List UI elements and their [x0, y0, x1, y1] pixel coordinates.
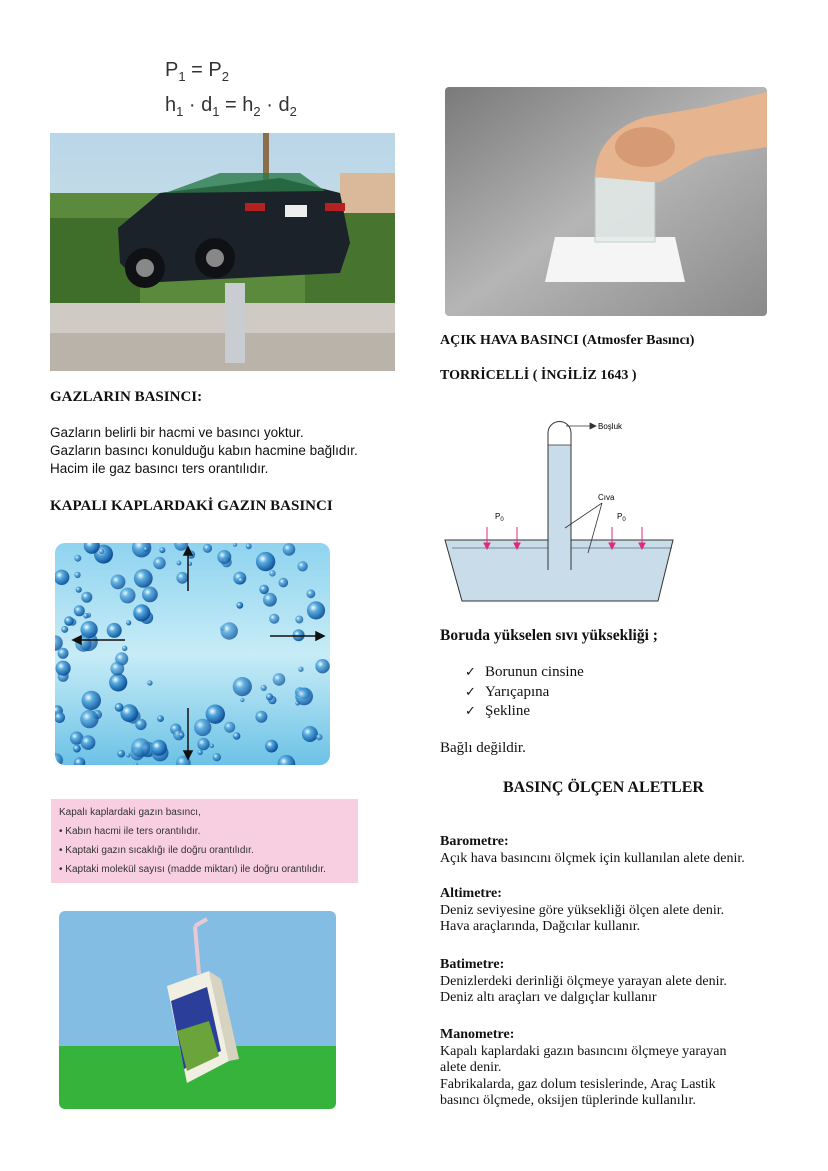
gases-heading: GAZLARIN BASINCI:	[50, 389, 203, 405]
gas-molecule	[259, 585, 269, 595]
gas-molecule	[120, 588, 136, 604]
gas-molecule	[122, 646, 127, 651]
check-icon: ✓	[465, 684, 476, 700]
gas-molecule	[279, 578, 289, 588]
gas-molecule	[147, 680, 152, 685]
gas-molecule	[269, 614, 279, 624]
instrument-manometre: Manometre: Kapalı kaplardaki gazın basıncını ölçmeye yarayan alete denir. Fabrikalarda, gaz dolum tesislerinde, Araç Lastik basıncı ölçmede, oksijen tüplerinde kullanılır.	[440, 1027, 727, 1108]
check-item: ✓ Yarıçapına	[465, 683, 584, 703]
gas-molecule	[297, 561, 307, 571]
gas-molecule	[238, 577, 245, 584]
gas-molecule	[265, 740, 278, 753]
instrument-name: Altimetre:	[440, 886, 502, 901]
gas-molecule	[302, 726, 318, 742]
gas-molecules-image	[55, 543, 330, 765]
gases-text	[50, 424, 358, 478]
gas-molecule	[197, 738, 209, 750]
label-p0-right: $P_0$	[617, 512, 626, 523]
gas-molecule	[233, 732, 241, 740]
box-item: • Kabın hacmi ile ters orantılıdır.	[59, 826, 201, 837]
gas-molecule	[224, 722, 235, 733]
check-icon: ✓	[465, 665, 476, 680]
gas-molecule	[81, 592, 92, 603]
torricelli-heading: TORRİCELLİ ( İNGİLİZ 1643 )	[440, 368, 637, 383]
gas-molecule	[135, 719, 146, 730]
gas-molecule	[246, 543, 252, 549]
gas-molecule	[157, 715, 164, 722]
gas-molecule	[240, 698, 244, 702]
instrument-name: Manometre:	[440, 1027, 515, 1042]
box-item: • Kaptaki molekül sayısı (madde miktarı) ile doğru orantılıdır.	[59, 864, 326, 875]
torricelli-diagram	[440, 405, 680, 605]
closed-gas-properties-box	[51, 799, 358, 883]
tube-conclusion: Bağlı değildir.	[440, 740, 526, 756]
gas-molecule	[177, 561, 182, 566]
gas-molecule	[133, 604, 150, 621]
gas-molecule	[74, 555, 81, 562]
box-item: • Kaptaki gazın sıcaklığı ile doğru orantılıdır.	[59, 845, 254, 856]
pascal-formula	[165, 56, 297, 126]
gas-molecule	[159, 547, 165, 553]
tube-factors-list	[465, 663, 584, 722]
gas-molecule	[266, 693, 273, 700]
instrument-name: Batimetre:	[440, 957, 505, 972]
gas-molecule	[126, 753, 130, 757]
gas-molecule	[111, 575, 126, 590]
gas-molecule	[295, 688, 313, 706]
atm-heading: AÇIK HAVA BASINCI (Atmosfer Basıncı)	[440, 333, 695, 348]
juice-box-photo	[59, 911, 336, 1109]
gas-molecule	[210, 744, 214, 748]
gas-molecule	[99, 549, 104, 554]
gas-molecule	[81, 735, 96, 750]
formula-line-2: $h_1 \cdot d_1 = h_2 \cdot d_2$	[165, 94, 297, 119]
gas-molecule	[273, 673, 286, 686]
gas-molecule	[115, 703, 124, 712]
label-bosluk: Boşluk	[598, 422, 623, 431]
gas-molecule	[198, 750, 203, 755]
gas-molecule	[176, 572, 188, 584]
gas-molecule	[307, 601, 325, 619]
gas-molecule	[261, 685, 267, 691]
gas-molecule	[233, 677, 252, 696]
gas-molecule	[206, 705, 225, 724]
gas-molecule	[316, 734, 323, 741]
glass-tube	[548, 422, 571, 571]
instrument-batimetre: Batimetre: Denizlerdeki derinliği ölçmeye yarayan alete denir. Deniz altı araçları ve dalgıçlar kullanır	[440, 957, 727, 1005]
gases-line: Hacim ile gaz basıncı ters orantılıdır.	[50, 461, 269, 476]
gas-molecule	[142, 587, 158, 603]
gas-molecule	[83, 613, 89, 619]
gas-molecule	[315, 659, 329, 673]
instrument-altimetre: Altimetre: Deniz seviyesine göre yüksekliği ölçen alete denir. Hava araçlarında, Dağcılar kullanır.	[440, 886, 725, 934]
gas-molecule	[117, 750, 125, 758]
closed-container-heading: KAPALI KAPLARDAKİ GAZIN BASINCI	[50, 498, 333, 514]
gas-molecule	[255, 711, 267, 723]
gas-molecule	[307, 589, 316, 598]
gas-molecule	[263, 593, 277, 607]
car-lift-photo	[50, 133, 395, 371]
gas-molecule	[73, 745, 81, 753]
instruments-title: BASINÇ ÖLÇEN ALETLER	[503, 779, 704, 796]
gas-molecule	[61, 626, 68, 633]
gas-molecule	[107, 623, 122, 638]
gas-molecule	[217, 550, 231, 564]
gases-line: Gazların basıncı konulduğu kabın hacmine bağlıdır.	[50, 443, 358, 458]
check-icon: ✓	[465, 704, 476, 719]
gas-molecule	[131, 738, 150, 757]
box-title: Kapalı kaplardaki gazın basıncı,	[59, 807, 201, 818]
gas-molecule	[221, 622, 238, 639]
gas-molecule	[76, 587, 82, 593]
tube-height-heading: Boruda yükselen sıvı yüksekliği ;	[440, 627, 658, 644]
gas-molecule	[151, 740, 167, 756]
gas-molecule	[74, 605, 85, 616]
formula-line-1: $P_1 = P_2$	[165, 59, 229, 84]
gas-molecule	[295, 616, 303, 624]
gas-molecule	[269, 570, 276, 577]
gas-molecule	[236, 602, 243, 609]
gas-molecule	[126, 620, 131, 625]
gas-molecule	[109, 673, 127, 691]
gas-molecule	[143, 547, 148, 552]
check-item: ✓ Şekline	[465, 702, 584, 722]
gas-molecule	[110, 662, 124, 676]
gas-molecule	[80, 710, 98, 728]
gas-molecule	[256, 552, 275, 571]
check-item: ✓ Borunun cinsine	[465, 663, 584, 683]
gas-molecule	[64, 616, 74, 626]
label-p0-left: $P_0$	[495, 512, 504, 523]
gas-molecule	[56, 661, 71, 676]
gas-molecule	[153, 557, 165, 569]
gas-molecule	[283, 543, 296, 556]
gas-molecule	[74, 572, 80, 578]
gases-line: Gazların belirli bir hacmi ve basıncı yoktur.	[50, 425, 304, 440]
instrument-name: Barometre:	[440, 834, 509, 849]
instrument-barometre: Barometre: Açık hava basıncını ölçmek için kullanılan alete denir.	[440, 834, 745, 866]
gas-molecule	[203, 544, 212, 553]
gas-molecule	[179, 732, 185, 738]
gas-molecule	[58, 648, 69, 659]
gas-molecule	[213, 753, 221, 761]
gas-molecule	[298, 667, 303, 672]
inverted-glass-photo	[445, 87, 767, 316]
gas-molecule	[134, 569, 153, 588]
gas-molecule	[82, 691, 101, 710]
label-civa: Cıva	[598, 493, 615, 502]
